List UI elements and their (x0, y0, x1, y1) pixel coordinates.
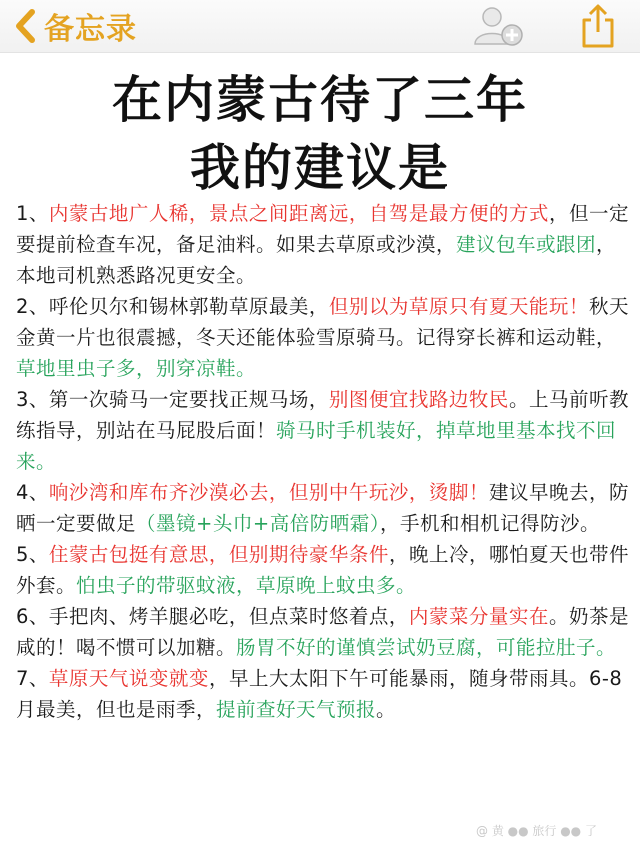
tip-4-segment-black: 建议早晚去，防晒一定要做足 (16, 481, 629, 535)
share-icon[interactable] (578, 2, 618, 50)
add-person-icon[interactable] (470, 4, 528, 48)
chevron-left-icon (10, 6, 40, 46)
tip-2-segment-black: 秋天金黄一片也很震撼，冬天还能体验雪原骑马。记得穿长裤和运动鞋， (16, 295, 629, 349)
tip-2-segment-black: 2、呼伦贝尔和锡林郭勒草原最美， (16, 295, 329, 318)
tip-6-segment-black: 。奶茶是咸的！喝不惯可以加糖。 (16, 605, 629, 659)
tip-5-segment-green: 怕虫子的带驱蚊液，草原晚上蚊虫多。 (76, 574, 417, 597)
tip-paragraph-6 (16, 601, 630, 663)
tip-paragraph-5 (16, 539, 630, 601)
tip-paragraph-3 (16, 384, 630, 477)
tip-3-segment-black: 。上马前听教练指导，别站在马屁股后面！ (16, 388, 629, 442)
tip-2-segment-red: 但别以为草原只有夏天能玩！ (328, 295, 589, 318)
tip-3-segment-green: 骑马时手机装好，掉草地里基本找不回来。 (16, 419, 617, 473)
tip-6-segment-red: 内蒙菜分量实在 (408, 605, 549, 628)
page-title-line-2: 我的建议是 (190, 139, 450, 197)
watermark: @ 黄 ●● 旅行 ●● 了 (476, 824, 597, 838)
tip-1-segment-black: ，但一定要提前检查车况，备足油料。如果去草原或沙漠， (16, 202, 629, 256)
tip-paragraph-7 (16, 663, 630, 725)
tip-7-segment-black: ，早上大太阳下午可能暴雨，随身带雨具。6-8月最美，但也是雨季， (16, 667, 623, 721)
navigation-bar (0, 0, 640, 53)
note-body (16, 198, 630, 725)
tip-4-segment-red: 响沙湾和库布齐沙漠必去，但别中午玩沙，烫脚！ (48, 481, 489, 504)
tip-paragraph-2 (16, 291, 630, 384)
tip-paragraph-4 (16, 477, 630, 539)
tip-7-segment-black: 7、 (16, 667, 49, 690)
tip-1-segment-green: 建议包车或跟团 (456, 233, 597, 256)
tip-5-segment-red: 住蒙古包挺有意思，但别期待豪华条件 (48, 543, 389, 566)
tip-7-segment-red: 草原天气说变就变 (48, 667, 209, 690)
tip-6-segment-green: 肠胃不好的谨慎尝试奶豆腐，可能拉肚子。 (236, 636, 617, 659)
tip-paragraph-1 (16, 198, 630, 291)
tip-1-segment-black: ，本地司机熟悉路况更安全。 (16, 233, 617, 287)
tip-7-segment-black: 。 (376, 698, 397, 721)
tip-3-segment-red: 别图便宜找路边牧民 (328, 388, 509, 411)
tip-6-segment-black: 6、手把肉、烤羊腿必吃，但点菜时悠着点， (16, 605, 409, 628)
page-title-line-1: 在内蒙古待了三年 (112, 71, 528, 129)
back-label: 备忘录 (44, 12, 137, 47)
tip-5-segment-black: ，晚上冷，哪怕夏天也带件外套。 (16, 543, 629, 597)
tip-4-segment-black: ，手机和相机记得防沙。 (379, 512, 600, 535)
tip-5-segment-black: 5、 (16, 543, 49, 566)
tip-2-segment-green: 草地里虫子多，别穿凉鞋。 (16, 357, 257, 380)
tip-1-segment-black: 1、 (16, 202, 49, 225)
tip-4-segment-green: （墨镜+头巾+高倍防晒霜） (136, 512, 380, 535)
tip-1-segment-red: 内蒙古地广人稀，景点之间距离远，自驾是最方便的方式 (48, 202, 549, 225)
tip-7-segment-green: 提前查好天气预报 (216, 698, 377, 721)
tip-4-segment-black: 4、 (16, 481, 49, 504)
tip-3-segment-black: 3、第一次骑马一定要找正规马场， (16, 388, 329, 411)
back-button[interactable] (10, 6, 137, 46)
